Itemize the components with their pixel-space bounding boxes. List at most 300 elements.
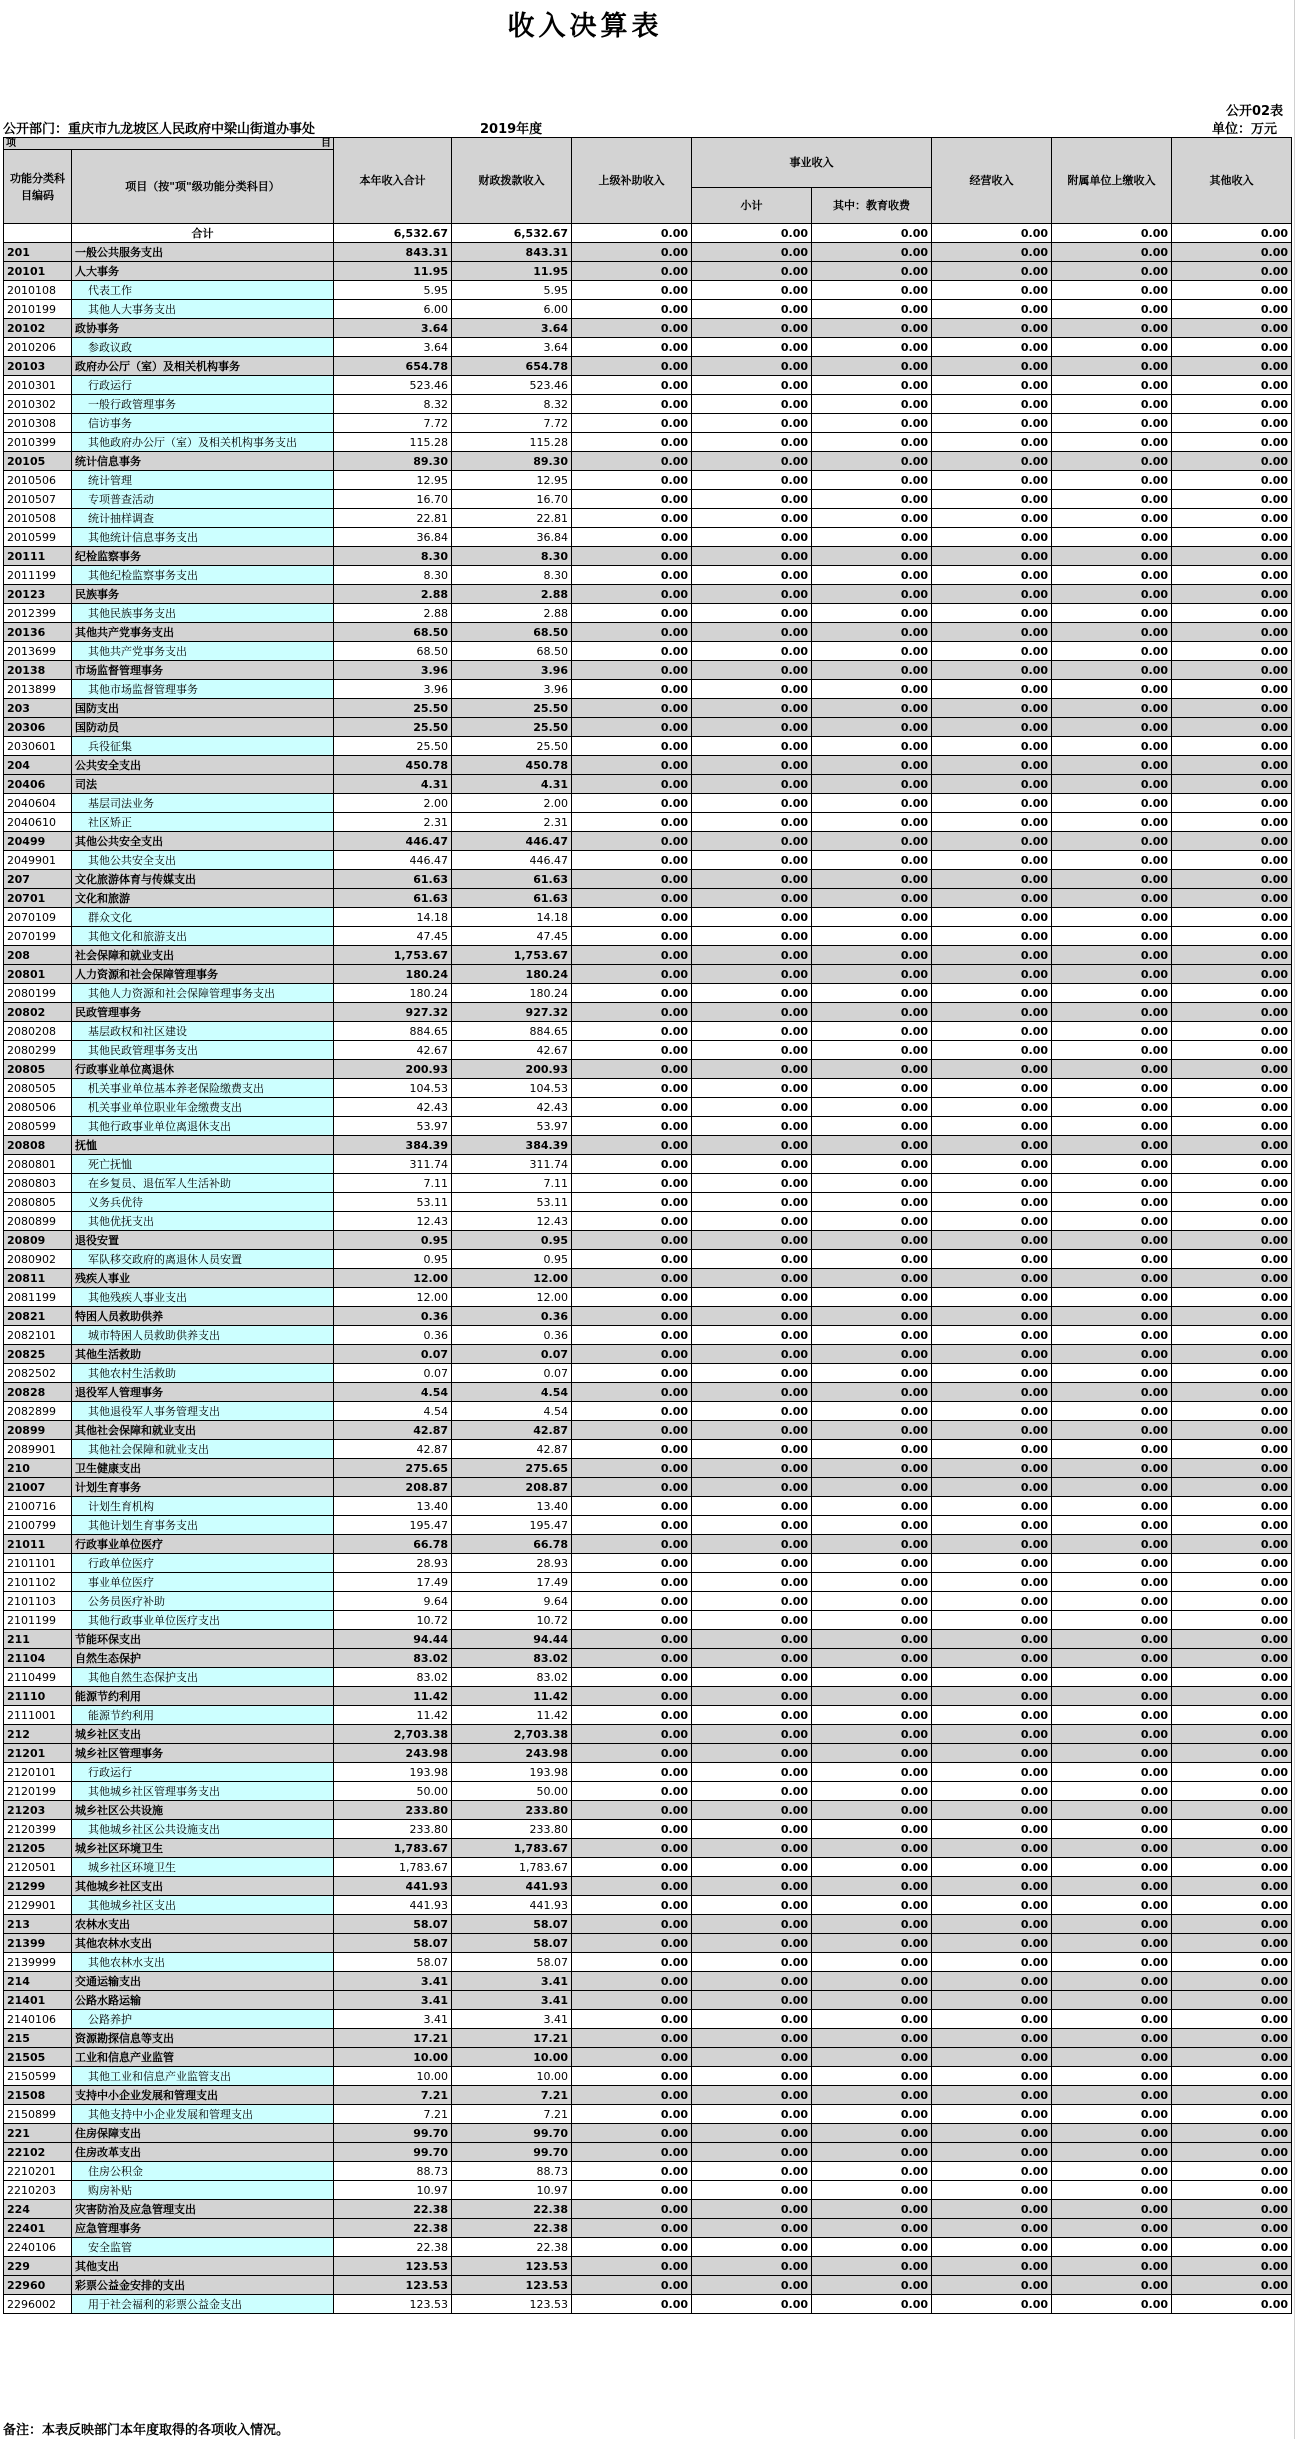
row-code: 2089901 — [4, 1440, 72, 1459]
row-zero-value: 0.00 — [1172, 1991, 1292, 2010]
row-zero-value: 0.00 — [812, 1972, 932, 1991]
row-zero-value: 0.00 — [932, 509, 1052, 528]
row-zero-value: 0.00 — [692, 1288, 812, 1307]
row-zero-value: 0.00 — [932, 1630, 1052, 1649]
row-total: 0.07 — [334, 1364, 452, 1383]
row-zero-value: 0.00 — [1172, 794, 1292, 813]
row-zero-value: 0.00 — [1172, 281, 1292, 300]
row-zero-value: 0.00 — [692, 1858, 812, 1877]
row-name: 统计信息事务 — [72, 452, 334, 471]
row-fiscal: 5.95 — [452, 281, 572, 300]
row-total: 0.36 — [334, 1326, 452, 1345]
row-total: 193.98 — [334, 1763, 452, 1782]
row-zero-value: 0.00 — [1052, 1155, 1172, 1174]
row-code: 2110499 — [4, 1668, 72, 1687]
row-zero-value: 0.00 — [572, 1402, 692, 1421]
row-code: 221 — [4, 2124, 72, 2143]
row-zero-value: 0.00 — [1172, 661, 1292, 680]
row-total: 3.41 — [334, 2010, 452, 2029]
row-zero-value: 0.00 — [812, 2162, 932, 2181]
row-fiscal: 10.72 — [452, 1611, 572, 1630]
row-zero-value: 0.00 — [812, 1516, 932, 1535]
row-zero-value: 0.00 — [572, 1497, 692, 1516]
row-zero-value: 0.00 — [692, 2257, 812, 2276]
row-zero-value: 0.00 — [1172, 1136, 1292, 1155]
row-fiscal: 12.95 — [452, 471, 572, 490]
row-code: 20701 — [4, 889, 72, 908]
row-zero-value: 0.00 — [932, 1687, 1052, 1706]
row-zero-value: 0.00 — [932, 1516, 1052, 1535]
row-zero-value: 0.00 — [812, 927, 932, 946]
row-zero-value: 0.00 — [572, 604, 692, 623]
row-zero-value: 0.00 — [692, 946, 812, 965]
row-zero-value: 0.00 — [932, 1041, 1052, 1060]
row-zero-value: 0.00 — [1172, 737, 1292, 756]
table-row — [4, 452, 1292, 471]
table-row — [4, 1440, 1292, 1459]
row-total: 50.00 — [334, 1782, 452, 1801]
table-row — [4, 376, 1292, 395]
row-code: 20111 — [4, 547, 72, 566]
row-zero-value: 0.00 — [812, 1915, 932, 1934]
table-row — [4, 509, 1292, 528]
row-zero-value: 0.00 — [812, 2238, 932, 2257]
row-zero-value: 0.00 — [1172, 889, 1292, 908]
row-zero-value: 0.00 — [932, 1402, 1052, 1421]
row-fiscal: 8.30 — [452, 566, 572, 585]
row-code: 20828 — [4, 1383, 72, 1402]
row-zero-value: 0.00 — [1172, 1668, 1292, 1687]
row-total: 200.93 — [334, 1060, 452, 1079]
table-row — [4, 1573, 1292, 1592]
row-zero-value: 0.00 — [1052, 661, 1172, 680]
row-zero-value: 0.00 — [572, 2219, 692, 2238]
row-total: 42.87 — [334, 1440, 452, 1459]
row-zero-value: 0.00 — [692, 1516, 812, 1535]
row-zero-value: 0.00 — [1172, 1839, 1292, 1858]
row-zero-value: 0.00 — [1052, 2029, 1172, 2048]
row-fiscal: 7.21 — [452, 2105, 572, 2124]
row-fiscal: 927.32 — [452, 1003, 572, 1022]
row-zero-value: 0.00 — [572, 1611, 692, 1630]
table-row — [4, 1649, 1292, 1668]
row-code: 21299 — [4, 1877, 72, 1896]
row-zero-value: 0.00 — [812, 870, 932, 889]
row-zero-value: 0.00 — [812, 338, 932, 357]
row-zero-value: 0.00 — [572, 1725, 692, 1744]
table-row — [4, 1098, 1292, 1117]
row-zero-value: 0.00 — [1052, 1364, 1172, 1383]
table-row — [4, 1174, 1292, 1193]
row-name: 城乡社区环境卫生 — [72, 1839, 334, 1858]
row-name: 市场监督管理事务 — [72, 661, 334, 680]
row-total: 83.02 — [334, 1668, 452, 1687]
row-zero-value: 0.00 — [572, 1174, 692, 1193]
row-fiscal: 0.36 — [452, 1307, 572, 1326]
row-zero-value: 0.00 — [1052, 2238, 1172, 2257]
row-fiscal: 14.18 — [452, 908, 572, 927]
row-zero-value: 0.00 — [1052, 262, 1172, 281]
row-zero-value: 0.00 — [812, 395, 932, 414]
row-fiscal: 68.50 — [452, 642, 572, 661]
row-fiscal: 22.38 — [452, 2238, 572, 2257]
row-code: 2010308 — [4, 414, 72, 433]
row-zero-value: 0.00 — [572, 1250, 692, 1269]
row-name: 其他人力资源和社会保障管理事务支出 — [72, 984, 334, 1003]
table-row — [4, 1858, 1292, 1877]
row-name: 在乡复员、退伍军人生活补助 — [72, 1174, 334, 1193]
row-total: 4.31 — [334, 775, 452, 794]
row-total: 104.53 — [334, 1079, 452, 1098]
row-name: 其他民政管理事务支出 — [72, 1041, 334, 1060]
row-fiscal: 10.97 — [452, 2181, 572, 2200]
row-code: 20808 — [4, 1136, 72, 1155]
row-zero-value: 0.00 — [692, 528, 812, 547]
row-zero-value: 0.00 — [932, 2086, 1052, 2105]
row-fiscal: 68.50 — [452, 623, 572, 642]
row-zero-value: 0.00 — [692, 1478, 812, 1497]
row-zero-value: 0.00 — [572, 319, 692, 338]
row-fiscal: 28.93 — [452, 1554, 572, 1573]
table-row — [4, 813, 1292, 832]
row-fiscal: 7.72 — [452, 414, 572, 433]
row-code: 2010506 — [4, 471, 72, 490]
row-name: 政府办公厅（室）及相关机构事务 — [72, 357, 334, 376]
row-code: 21203 — [4, 1801, 72, 1820]
row-zero-value: 0.00 — [692, 1383, 812, 1402]
row-name: 灾害防治及应急管理支出 — [72, 2200, 334, 2219]
row-zero-value: 0.00 — [572, 1516, 692, 1535]
row-fiscal: 22.81 — [452, 509, 572, 528]
row-zero-value: 0.00 — [812, 319, 932, 338]
row-zero-value: 0.00 — [1172, 509, 1292, 528]
table-row — [4, 1041, 1292, 1060]
row-zero-value: 0.00 — [572, 1687, 692, 1706]
row-fiscal: 208.87 — [452, 1478, 572, 1497]
row-zero-value: 0.00 — [932, 1991, 1052, 2010]
row-zero-value: 0.00 — [692, 1098, 812, 1117]
row-zero-value: 0.00 — [812, 1953, 932, 1972]
row-zero-value: 0.00 — [572, 1269, 692, 1288]
table-row — [4, 775, 1292, 794]
row-zero-value: 0.00 — [1052, 680, 1172, 699]
row-fiscal: 200.93 — [452, 1060, 572, 1079]
row-zero-value: 0.00 — [1052, 1288, 1172, 1307]
row-zero-value: 0.00 — [1172, 566, 1292, 585]
row-zero-value: 0.00 — [1172, 1953, 1292, 1972]
row-zero-value: 0.00 — [572, 642, 692, 661]
row-zero-value: 0.00 — [572, 433, 692, 452]
row-zero-value: 0.00 — [812, 2276, 932, 2295]
row-fiscal: 0.95 — [452, 1250, 572, 1269]
table-row — [4, 1725, 1292, 1744]
row-zero-value: 0.00 — [692, 1953, 812, 1972]
table-row — [4, 2086, 1292, 2105]
row-zero-value: 0.00 — [932, 1250, 1052, 1269]
row-zero-value: 0.00 — [1172, 1421, 1292, 1440]
row-zero-value: 0.00 — [812, 1649, 932, 1668]
row-name: 国防动员 — [72, 718, 334, 737]
row-zero-value: 0.00 — [812, 2029, 932, 2048]
row-code: 2082502 — [4, 1364, 72, 1383]
row-code: 2120199 — [4, 1782, 72, 1801]
row-zero-value: 0.00 — [812, 1459, 932, 1478]
row-zero-value: 0.00 — [812, 2010, 932, 2029]
row-zero-value: 0.00 — [572, 357, 692, 376]
row-name: 工业和信息产业监管 — [72, 2048, 334, 2067]
row-total: 446.47 — [334, 832, 452, 851]
row-total: 94.44 — [334, 1630, 452, 1649]
row-zero-value: 0.00 — [932, 1782, 1052, 1801]
row-zero-value: 0.00 — [812, 452, 932, 471]
row-zero-value: 0.00 — [1052, 1573, 1172, 1592]
row-total: 884.65 — [334, 1022, 452, 1041]
row-zero-value: 0.00 — [1172, 623, 1292, 642]
row-zero-value: 0.00 — [572, 471, 692, 490]
row-total: 12.00 — [334, 1269, 452, 1288]
row-zero-value: 0.00 — [1172, 832, 1292, 851]
row-zero-value: 0.00 — [572, 1098, 692, 1117]
header-other: 其他收入 — [1172, 138, 1292, 224]
row-zero-value: 0.00 — [932, 262, 1052, 281]
row-code: 21205 — [4, 1839, 72, 1858]
table-row — [4, 1345, 1292, 1364]
row-code: 20821 — [4, 1307, 72, 1326]
row-zero-value: 0.00 — [1052, 1649, 1172, 1668]
row-zero-value: 0.00 — [812, 1478, 932, 1497]
row-zero-value: 0.00 — [692, 1421, 812, 1440]
row-zero-value: 0.00 — [812, 1193, 932, 1212]
row-zero-value: 0.00 — [572, 2010, 692, 2029]
row-zero-value: 0.00 — [1052, 1117, 1172, 1136]
row-zero-value: 0.00 — [812, 1174, 932, 1193]
row-zero-value: 0.00 — [932, 1877, 1052, 1896]
table-row — [4, 1877, 1292, 1896]
row-zero-value: 0.00 — [1052, 604, 1172, 623]
table-row — [4, 1972, 1292, 1991]
row-total: 10.97 — [334, 2181, 452, 2200]
row-zero-value: 0.00 — [1172, 1877, 1292, 1896]
row-zero-value: 0.00 — [1052, 1592, 1172, 1611]
row-total: 58.07 — [334, 1953, 452, 1972]
row-zero-value: 0.00 — [692, 300, 812, 319]
table-row — [4, 1155, 1292, 1174]
row-name: 人大事务 — [72, 262, 334, 281]
row-zero-value: 0.00 — [812, 1858, 932, 1877]
row-code: 20811 — [4, 1269, 72, 1288]
row-total: 0.95 — [334, 1250, 452, 1269]
row-fiscal: 53.97 — [452, 1117, 572, 1136]
row-zero-value: 0.00 — [812, 2200, 932, 2219]
row-fiscal: 6,532.67 — [452, 224, 572, 243]
row-zero-value: 0.00 — [812, 813, 932, 832]
row-name: 其他行政事业单位离退休支出 — [72, 1117, 334, 1136]
table-row — [4, 2257, 1292, 2276]
row-zero-value: 0.00 — [932, 585, 1052, 604]
table-row — [4, 1744, 1292, 1763]
row-fiscal: 12.00 — [452, 1269, 572, 1288]
row-zero-value: 0.00 — [1052, 2200, 1172, 2219]
row-name: 行政单位医疗 — [72, 1554, 334, 1573]
row-code: 2012399 — [4, 604, 72, 623]
table-row — [4, 1630, 1292, 1649]
row-fiscal: 446.47 — [452, 832, 572, 851]
row-zero-value: 0.00 — [1052, 1345, 1172, 1364]
row-zero-value: 0.00 — [572, 718, 692, 737]
row-fiscal: 1,753.67 — [452, 946, 572, 965]
row-zero-value: 0.00 — [932, 2276, 1052, 2295]
row-zero-value: 0.00 — [1052, 319, 1172, 338]
row-code: 21011 — [4, 1535, 72, 1554]
row-fiscal: 42.67 — [452, 1041, 572, 1060]
row-code: 2080199 — [4, 984, 72, 1003]
row-zero-value: 0.00 — [1172, 1915, 1292, 1934]
row-name: 其他共产党事务支出 — [72, 623, 334, 642]
row-zero-value: 0.00 — [812, 224, 932, 243]
row-zero-value: 0.00 — [572, 1022, 692, 1041]
row-name: 公路养护 — [72, 2010, 334, 2029]
row-zero-value: 0.00 — [572, 262, 692, 281]
row-zero-value: 0.00 — [572, 2181, 692, 2200]
row-zero-value: 0.00 — [932, 281, 1052, 300]
row-zero-value: 0.00 — [932, 813, 1052, 832]
row-zero-value: 0.00 — [1172, 1782, 1292, 1801]
row-fiscal: 3.96 — [452, 680, 572, 699]
row-zero-value: 0.00 — [692, 1877, 812, 1896]
row-name: 民政管理事务 — [72, 1003, 334, 1022]
row-fiscal: 11.42 — [452, 1706, 572, 1725]
table-row — [4, 642, 1292, 661]
row-fiscal: 53.11 — [452, 1193, 572, 1212]
row-total: 208.87 — [334, 1478, 452, 1497]
row-zero-value: 0.00 — [932, 1421, 1052, 1440]
row-name: 城乡社区管理事务 — [72, 1744, 334, 1763]
row-zero-value: 0.00 — [1052, 1041, 1172, 1060]
row-total: 47.45 — [334, 927, 452, 946]
table-row — [4, 528, 1292, 547]
row-zero-value: 0.00 — [1052, 851, 1172, 870]
table-number: 公开02表 — [1226, 104, 1284, 119]
row-zero-value: 0.00 — [1052, 1478, 1172, 1497]
row-fiscal: 25.50 — [452, 737, 572, 756]
row-code: 21399 — [4, 1934, 72, 1953]
row-name: 行政运行 — [72, 376, 334, 395]
row-zero-value: 0.00 — [572, 927, 692, 946]
row-fiscal: 180.24 — [452, 984, 572, 1003]
row-zero-value: 0.00 — [812, 1535, 932, 1554]
row-zero-value: 0.00 — [1172, 2276, 1292, 2295]
table-row — [4, 1668, 1292, 1687]
row-zero-value: 0.00 — [1172, 1250, 1292, 1269]
table-row — [4, 566, 1292, 585]
row-zero-value: 0.00 — [1052, 794, 1172, 813]
row-zero-value: 0.00 — [692, 2219, 812, 2238]
row-total: 7.11 — [334, 1174, 452, 1193]
row-zero-value: 0.00 — [692, 870, 812, 889]
row-name: 机关事业单位职业年金缴费支出 — [72, 1098, 334, 1117]
row-zero-value: 0.00 — [1052, 2276, 1172, 2295]
row-total: 10.00 — [334, 2048, 452, 2067]
row-zero-value: 0.00 — [1172, 585, 1292, 604]
row-name: 交通运输支出 — [72, 1972, 334, 1991]
row-zero-value: 0.00 — [1172, 262, 1292, 281]
row-zero-value: 0.00 — [932, 1288, 1052, 1307]
row-zero-value: 0.00 — [572, 1991, 692, 2010]
table-row — [4, 1554, 1292, 1573]
row-name: 其他社会保障和就业支出 — [72, 1440, 334, 1459]
row-zero-value: 0.00 — [1172, 1079, 1292, 1098]
row-zero-value: 0.00 — [932, 357, 1052, 376]
row-total: 446.47 — [334, 851, 452, 870]
row-code: 2101199 — [4, 1611, 72, 1630]
row-zero-value: 0.00 — [692, 566, 812, 585]
row-name: 住房改革支出 — [72, 2143, 334, 2162]
row-zero-value: 0.00 — [572, 623, 692, 642]
row-code: 22102 — [4, 2143, 72, 2162]
row-name: 住房公积金 — [72, 2162, 334, 2181]
table-row — [4, 2238, 1292, 2257]
row-zero-value: 0.00 — [812, 737, 932, 756]
table-row — [4, 1383, 1292, 1402]
row-name: 其他退役军人事务管理支出 — [72, 1402, 334, 1421]
row-zero-value: 0.00 — [812, 1060, 932, 1079]
row-name: 事业单位医疗 — [72, 1573, 334, 1592]
row-zero-value: 0.00 — [812, 699, 932, 718]
row-zero-value: 0.00 — [692, 661, 812, 680]
row-zero-value: 0.00 — [1052, 1915, 1172, 1934]
row-zero-value: 0.00 — [692, 1573, 812, 1592]
row-zero-value: 0.00 — [692, 243, 812, 262]
row-name: 纪检监察事务 — [72, 547, 334, 566]
row-fiscal: 193.98 — [452, 1763, 572, 1782]
row-fiscal: 88.73 — [452, 2162, 572, 2181]
row-zero-value: 0.00 — [572, 2295, 692, 2314]
row-zero-value: 0.00 — [1052, 1896, 1172, 1915]
row-total: 88.73 — [334, 2162, 452, 2181]
table-row — [4, 281, 1292, 300]
row-zero-value: 0.00 — [692, 642, 812, 661]
row-zero-value: 0.00 — [1172, 2029, 1292, 2048]
row-zero-value: 0.00 — [1172, 1060, 1292, 1079]
row-code: 215 — [4, 2029, 72, 2048]
row-zero-value: 0.00 — [812, 1421, 932, 1440]
row-zero-value: 0.00 — [1052, 1079, 1172, 1098]
row-code: 2010302 — [4, 395, 72, 414]
row-fiscal: 58.07 — [452, 1934, 572, 1953]
row-total: 36.84 — [334, 528, 452, 547]
row-zero-value: 0.00 — [1052, 2295, 1172, 2314]
row-zero-value: 0.00 — [812, 889, 932, 908]
row-code: 2080599 — [4, 1117, 72, 1136]
row-zero-value: 0.00 — [1172, 414, 1292, 433]
row-zero-value: 0.00 — [932, 566, 1052, 585]
row-zero-value: 0.00 — [692, 471, 812, 490]
table-row — [4, 2181, 1292, 2200]
row-zero-value: 0.00 — [1172, 2105, 1292, 2124]
row-zero-value: 0.00 — [932, 984, 1052, 1003]
row-zero-value: 0.00 — [1052, 1421, 1172, 1440]
row-name: 参政议政 — [72, 338, 334, 357]
row-zero-value: 0.00 — [572, 1383, 692, 1402]
row-zero-value: 0.00 — [572, 414, 692, 433]
row-name: 计划生育机构 — [72, 1497, 334, 1516]
row-code: 2240106 — [4, 2238, 72, 2257]
row-zero-value: 0.00 — [692, 490, 812, 509]
row-zero-value: 0.00 — [692, 1174, 812, 1193]
row-zero-value: 0.00 — [812, 1554, 932, 1573]
row-zero-value: 0.00 — [1052, 1535, 1172, 1554]
row-code: 2010199 — [4, 300, 72, 319]
